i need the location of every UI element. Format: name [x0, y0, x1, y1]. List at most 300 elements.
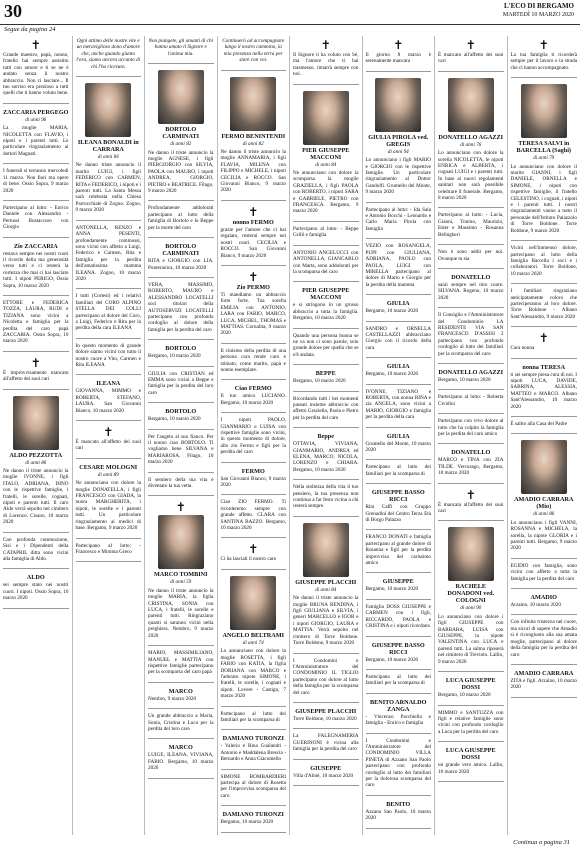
deceased-name: LUCA GIUSEPPE DOSSI — [445, 747, 496, 762]
age-line: di anni 79 — [533, 155, 555, 162]
deceased-name: ALDO PEZZOTTA — [9, 451, 63, 459]
deceased-name: GIUSEPPE PLACCHI — [295, 707, 357, 715]
notice-text: Il Signore ti ha voluto con Sé, ma l'amore che ci hai trasmesso, rimarrà sempre con noi. — [293, 52, 359, 78]
deceased-name: ZACCARIA PERGEGO — [3, 108, 69, 116]
notice-text: ti sei sempre presa cura di noi. I nipoti LUCA, DAVIDE, SABRINA, ALESSIA, MATTEO e MARCO. Albano Sant'Alessandro, 10 marzo 2020 — [510, 371, 577, 410]
obituary-notice — [511, 561, 578, 589]
age-line: di anni 94 — [387, 148, 409, 155]
deceased-name: AMADIO CARRARA — [514, 669, 574, 677]
obituary-notice — [293, 87, 359, 222]
obituary-notice — [76, 377, 142, 421]
deceased-name: LUCA GIUSEPPE DOSSI — [445, 677, 496, 692]
notice-text: Grumello del Monte, 10 marzo 2020 — [365, 440, 431, 453]
notice-text: LUIGE, ILEANA, VIVIANA, FABIO. Bergamo, 10 marzo 2020 — [148, 752, 214, 772]
notice-text: Ne danno il triste annuncio la moglie AGNESE, i figli PIERGIORGIO con SILVIA, PAOLA con MAURO, i nipoti ANDREA, GIORGIO, PIETRO e BEATRICE. Filago, 9 marzo 2020 — [148, 149, 214, 195]
deceased-name: AMADIO — [530, 594, 557, 602]
notice-text: Ne danno il triste annuncio la moglie MARIA, la figlia CRISTINA, SONIA con LUCA, i fratelli, le sorelle e parenti tutti. Ringraziano quanti si saranno vicini nella preghiera. Nembro, 9 marzo 2020 — [148, 587, 214, 639]
cross-icon: ✝ — [30, 38, 41, 52]
notice-text: Bergamo, 10 marzo 2020 — [365, 656, 419, 663]
notice-text: Partecipano al lutto dei familiari per la scomparsa di — [220, 710, 286, 723]
deceased-name: DONATELLO — [451, 449, 491, 457]
notice-text: È mancato all'affetto dei suoi cari — [75, 439, 141, 452]
notice-text: Bergamo, 10 marzo 2020 — [438, 692, 491, 699]
obituary-notice — [438, 446, 504, 483]
portrait-photo — [13, 396, 59, 450]
continued-to: Continua a pagina 31 — [513, 839, 570, 846]
deceased-name: FERMO — [241, 467, 265, 475]
deceased-name: PIER GIUSEPPE MACCONI — [302, 287, 350, 302]
notice-text: Ti mandiamo un abbraccio forte forte. Tua sorella EMILIA con ANTONIO, LARA con FABIO, MARCO, LUCA, MICHEL, THOMAS e MATTIAS. Cornalita, 9 marzo 2020 — [220, 291, 286, 337]
obituary-notice — [148, 280, 214, 340]
obituary-notice — [438, 271, 504, 308]
notice-text: Bergamo, 10 marzo 2020 — [220, 819, 274, 826]
deceased-name: ANGELO BELTRAMI — [222, 631, 284, 639]
notice-text: ZITA e figli. Arzaino, 10 marzo 2020 — [510, 677, 577, 691]
cross-icon: ✝ — [30, 355, 41, 370]
notice-text: restava sempre nei nostri cuori il ricordo della tua generosità verso tutti e ci resterà la certezza che mai ci hai lasciato tutti. I nipoti PERIGO, Ossio Sopra, 10 marzo 2020 — [3, 250, 69, 289]
age-line: di anni 74 — [242, 639, 264, 646]
deceased-name: nonno FERMO — [232, 218, 274, 226]
obituary-notice — [366, 430, 432, 461]
obituary-notice — [293, 284, 359, 328]
notice-text: Ne danno il triste annuncio la moglie BRUNA RENDINA, i figli GIULIANA e SILVIA, i generi MARCELLO e IGOR e i nipoti GIORGIO, LAURA e MATTIA. Verrà sepolto nel cimitero di Torre Boldone. Torre Boldone, 9 marzo 2020 — [293, 595, 359, 647]
notice-text: Partecipano al lutto dei familiari per la scomparsa di — [365, 464, 431, 477]
notice-text: Partecipano al lutto: - Ida Sala e Antonio Bocchi - Leonardo e Carlo Maria Pirola con famiglia — [365, 206, 431, 232]
notice-text: Bergamo, 10 marzo 2020 — [148, 416, 201, 423]
obituary-notice — [366, 672, 432, 694]
obituary-notice — [221, 709, 287, 731]
notice-text: Arzaino, 10 marzo 2020 — [510, 602, 561, 609]
notice-text: Il giorno 8 marzo è serenamente mancata — [365, 52, 431, 65]
age-line: di anni 84 — [97, 154, 119, 161]
age-line: di anni 82 — [242, 140, 264, 147]
deceased-name: ILEANA BONALDI in CARRARA — [77, 139, 139, 154]
obituary-notice — [76, 36, 142, 77]
cross-icon: ✝ — [175, 500, 186, 515]
obituary-notice — [511, 591, 578, 615]
obituary-notice — [366, 486, 432, 530]
deceased-name: CESARE MOLOGNI — [79, 463, 138, 471]
deceased-name: DAMIANO TURONZI — [222, 735, 284, 743]
age-line: di anni 86 — [533, 511, 555, 518]
notice-text: Lo annunciano con dolore la sorella NICOLETTA, le nipoti ENRICA e ALBERTA, i cognati LUIGI e i parenti tutti. In base ai nuovi regolamenti sanitari non sarà possibile celebrare il funerale. Bergamo, 8 marzo 2020 — [438, 150, 504, 202]
notice-text: La FALEGNAMERIA GUERINONI è vicina alla famiglia per la perdita del caro — [293, 733, 359, 753]
notice-text: I funerali si terranno mercoledì 11 marzo. Non fiori ma opere di bene. Ossio Sopra, 9 marzo 2020 — [3, 168, 69, 194]
obituary-notice — [366, 387, 432, 428]
notice-text: MARCO e TINA con ZIA TILDE. Vercurago, Bergamo, 10 marzo 2020 — [438, 457, 504, 477]
notice-text: VEZIO con ROSANGELA, PUPI con GIULIANA, ADRIANA, PAOLO con PAOLA, LUIGI con MIRELLA partecipano al dolore di Mario e Giorgio per la perdita della mamma — [365, 243, 431, 288]
obituary-notice — [148, 66, 214, 201]
deceased-name: PIER GIUSEPPE MACCONI — [302, 146, 350, 161]
notice-text: Partecipano al lutto: - Francesco e Mimma Greco — [75, 542, 141, 555]
notice-text: Nembro, 9 marzo 2020 — [148, 695, 197, 702]
notice-text: Partecipano al lutto: - Roberta Cividini — [438, 394, 504, 407]
notice-text: Ne danno il triste annuncio la moglie ANNAMARIA, i figli FLAVIA, MILENA con FILIPPO e MICHELE, i nipoti CECILIA e ROCCO. San Giovanni Bianco, 9 marzo 2020 — [220, 149, 286, 194]
obituary-notice — [366, 798, 432, 829]
notice-text: La moglie MARIA, NICOLETTA con FLAVIO, i nipoti e i parenti tutti. Le particolare ringraziamento ai dottori Magnati. — [3, 125, 69, 157]
obituary-notice — [438, 36, 504, 72]
notice-text: Vicini nell'immenso dolore, partecipano al lutto della famiglia Barcella i soci e i collaboratori. Torre Boldone, 10 marzo 2020 — [510, 245, 577, 277]
obituary-notice — [221, 382, 287, 413]
notice-text: I tutti (Cortesi) ed i relativi familiari del CORO ALPINO STELLA DEI COLLI partecipano al dolore del Coro, a Luigi, Federico e Rita per la perdita della cara ILEANA — [75, 293, 141, 332]
notice-text: I Condomini e l'Amministratore del CONDOMINIO IL TIGLIO partecipano con dolore al lutto della famiglia per la scomparsa del caro — [293, 657, 359, 696]
obituary-notice — [366, 602, 432, 637]
cross-icon: ✝ — [248, 204, 259, 219]
notice-text: ETTORE e FEDERICA TOZZA, LAURA, RUDI e TIZIANA sono vicini a Nicoletta e famiglia per la perdita del caro papà ZACCARIA. Ossio Sopra, 10 marzo 2020 — [3, 299, 69, 345]
notice-text: - Vincenzo Pacchiella e famiglia - Enrico e famiglia — [365, 713, 431, 727]
notice-text: La tua famiglia ti ricorderà sempre per il lavoro e la strada che ci hanno accompagnato. — [510, 52, 577, 71]
deceased-name: BEPPE — [315, 370, 336, 378]
obituary-column — [218, 36, 291, 835]
notice-text: - Valerio e Rina Gualandri - Antonio e Maddalena Brescia - Bernardo e Anna Giacomello — [220, 743, 286, 763]
notice-text: Bergamo, 10 marzo 2020 — [365, 586, 419, 593]
obituary-notice — [221, 572, 287, 707]
obituary-notice — [221, 73, 287, 201]
deceased-name: Zio PERMO — [236, 283, 270, 291]
obituary-notice — [221, 36, 287, 71]
obituary-notice — [76, 423, 142, 459]
obituary-notice — [76, 341, 142, 376]
notice-text: RITA e GIORGIO con LIA. Ponteranica, 10 marzo 2020 — [148, 258, 214, 271]
obituary-notice — [148, 432, 214, 473]
page-header — [0, 0, 580, 25]
deceased-name: BENITO — [386, 800, 411, 808]
obituary-notice — [438, 210, 504, 245]
obituary-notice — [76, 223, 142, 290]
deceased-name: BORTOLO CARMINATI — [162, 126, 200, 141]
obituary-notice — [366, 324, 432, 359]
obituary-notice — [293, 394, 359, 429]
obituary-notice — [511, 286, 578, 327]
obituary-notice — [148, 648, 214, 683]
cross-icon: ✝ — [393, 38, 404, 52]
notice-text: GIULIA con CRISTIAN ed EMMA sono vicini a Beppe e famiglia per la perdita del loro caro — [148, 370, 214, 396]
deceased-name: GIUSEPPE BASSO RICCI — [371, 489, 425, 504]
notice-text: In questo momento di grande dolore siamo vicini con tutto il nostro cuore a Vito, Carmen e Rita ILEANA — [75, 342, 141, 368]
notice-text: Per l'angelo al suo fianco. Per il nonno ciao BORTOLO. Ti vogliamo bene SILVANA e MARIAROSA. Filago, 10 marzo 2020 — [148, 433, 214, 466]
obituary-notice — [3, 298, 69, 352]
obituary-notice — [511, 419, 578, 434]
obituary-notice — [3, 354, 69, 390]
obituary-notice — [366, 462, 432, 484]
obituary-notice — [76, 541, 142, 563]
age-line: di anni 86 — [25, 459, 47, 466]
obituary-notice — [293, 482, 359, 517]
notice-text: Ne annunciano con dolore la moglie DONATELLA, i figli FRANCESCO con GIADA, la nuora MARGHERITA, i nipoti, le sorelle e i parenti tutti. Un particolare ringraziamento ai medici di base. Bergamo, 9 marzo 2020 — [75, 480, 141, 532]
obituary-notice — [3, 535, 69, 570]
notice-text: IVONNE, TIZIANO e ROBERTA, con nonna RINA e zia ANGELA, sono vicini a MARIO, GIORGIO e famiglia per la perdita della cara — [365, 388, 431, 421]
obituary-notice — [366, 736, 432, 796]
newspaper-name: L'ECO DI BERGAMO — [503, 2, 574, 10]
deceased-name: ILEANA — [96, 380, 121, 388]
obituary-notice — [221, 772, 287, 807]
cross-icon: ✝ — [103, 425, 114, 440]
notice-text: Il Consiglio e l'Amministratore del Condominio LA RESIDENTE VIA SAN FRANCESCO D'ASSISI 2 partecipano con profondo cordoglio al lutto dei familiari per la scomparsa del caro — [438, 312, 504, 357]
cross-icon: ✝ — [320, 38, 331, 52]
obituary-notice — [511, 80, 578, 241]
notice-text: Il sentiero della tua vita è diventato la tua vetta. — [148, 476, 214, 490]
notice-text: Partecipano con vivo dolore al lutto che ha colpito la famiglia per la perdita del caro amico — [438, 418, 504, 437]
deceased-name: BORTOLO — [165, 408, 197, 416]
notice-text: Profondamente addolorati partecipano al lutto della famiglia di Bortolo e lo Beppe per la morte del caro — [148, 205, 214, 231]
deceased-name: GIUSEPPE BASSO RICCI — [371, 641, 425, 656]
notice-text: I Condomini e l'Amministratore del CONDOMINIO VILLA PINETA di Azzano San Paolo partecipano con profondo cordoglio al lutto dei familiari per la dolorosa scomparsa del caro — [365, 737, 431, 789]
notice-text: ANTONIO ANGELUCCI con ANTONELLA, GIANCARLO con Marta, sono addolorati per la scomparsa del caro — [293, 249, 359, 275]
obituary-notice — [438, 523, 504, 672]
notice-text: San Giovanni Bianco, 9 marzo 2020 — [220, 475, 286, 489]
obituary-notice — [438, 744, 504, 782]
notice-text: Bergamo, 10 marzo 2020 — [148, 353, 201, 360]
deceased-name: GIUSEPPE — [310, 764, 342, 772]
obituary-notice — [511, 436, 578, 558]
age-line: di anni 84 — [315, 586, 337, 593]
notice-text: Azzano San Paolo, 10 marzo 2020 — [365, 808, 431, 822]
cross-icon: ✝ — [538, 38, 549, 52]
age-line: di anni 82 — [170, 141, 192, 148]
age-line: di anni 90 — [460, 605, 482, 612]
notice-text: ANTONELLA, RENZO e ANNA PESENTI, profondamente commossi, sono vicini con affetto a Luigi, Federico e Carmen, Rita e famiglia per la perdita dell'amatissima mamma ILEANA. Zogno, 10 marzo 2020 — [75, 224, 141, 282]
obituary-notice — [293, 367, 359, 391]
deceased-name: GIUSEPPE — [382, 578, 414, 586]
obituary-notice — [438, 486, 504, 522]
deceased-name: MARCO — [168, 744, 193, 752]
obituary-notice — [221, 346, 287, 381]
obituary-notice — [148, 498, 214, 646]
obituary-notice — [511, 667, 578, 698]
notice-text: Ciao ZIO FERMO. Ti ricorderemo sempre con grande affetto. CLARA con SANTINA BAZZO. Bergamo, 10 marzo 2020 — [220, 499, 286, 532]
notice-text: Partecipano al lutto: - Beppe Grilli e famiglia — [293, 225, 359, 239]
portrait-photo — [158, 70, 204, 124]
portrait-photo — [230, 576, 276, 630]
obituary-column — [73, 36, 146, 835]
masthead — [503, 2, 574, 20]
obituary-notice — [221, 268, 287, 344]
notice-text: EGIDIO con famiglia, sono vicini con affetto a tutta la famiglia per la perdita del caro — [510, 562, 577, 582]
obituary-notice — [76, 461, 142, 539]
notice-text: Partecipano al lutto: - Enrico Daniele con Alessandro - Pertussi Bustaccuro con Giorgio — [3, 204, 69, 231]
obituary-notice — [221, 808, 287, 832]
obituary-notice — [221, 415, 287, 462]
deceased-name: MARCO — [168, 687, 193, 695]
obituary-notice — [293, 36, 359, 85]
notice-text: Rita Caffi con Gruppo Grenadini del Centro Terza Età di Borgo Palazzo — [365, 504, 431, 524]
cross-icon: ✝ — [248, 542, 259, 557]
obituary-notice — [366, 74, 432, 203]
obituary-notice — [511, 36, 578, 78]
obituary-notice — [438, 392, 504, 414]
deceased-name: RACHELE DONADONI ved. COLOGNI — [447, 583, 495, 605]
notice-text: È mancato all'affetto dei suoi cari — [438, 52, 504, 65]
obituary-notice — [148, 405, 214, 429]
obituary-column — [435, 36, 508, 835]
obituary-notice — [293, 656, 359, 703]
notice-text: Quando una persona buona se ne va non ci sono parole, solo grande dolore per quella che se n'è andata. — [293, 332, 359, 358]
notice-text: Famiglia DOSS GIUSEPPE e CARMEN con i figli, RICCARDO, PAOLA e CRISTINA e i nipoti ricordano — [365, 603, 431, 630]
obituary-column — [508, 36, 580, 835]
obituary-notice — [293, 248, 359, 283]
obituary-notice — [148, 475, 214, 497]
portrait-photo — [448, 527, 494, 581]
obituary-notice — [438, 708, 504, 743]
obituary-notice — [221, 732, 287, 769]
portrait-photo — [85, 83, 131, 137]
obituary-notice — [221, 203, 287, 266]
portrait-photo — [448, 78, 494, 132]
obituary-column — [363, 36, 436, 835]
notice-text: Cara nonna — [510, 345, 535, 352]
issue-date: MARTEDÌ 10 MARZO 2020 — [502, 12, 574, 18]
notice-text: Torre Boldone, 10 marzo 2020 — [293, 715, 357, 722]
deceased-name: GIULIA — [386, 363, 410, 371]
obituary-notice — [76, 79, 142, 221]
notice-text: Lo annunciano i figli MARIO e GIORGIO con le rispettive famiglie. Un particolare ringraziamento al Dottor Gandolfi. Grumello del Monte, 9 marzo 2020 — [365, 157, 431, 196]
obituary-notice — [293, 762, 359, 786]
obituary-notice — [293, 331, 359, 366]
deceased-name: AMADIO CARRARA (Mio) — [514, 496, 574, 511]
obituary-notice — [293, 731, 359, 759]
deceased-name: GIULIA PIROLA ved. GREGIS — [368, 133, 429, 148]
deceased-name: ALDO — [26, 574, 45, 582]
notice-text: un grande vero amico. Lallio, 10 marzo 2020 — [438, 762, 504, 775]
notice-text: saraì sempre nel mio cuore. SILVANA. Rogeno, 10 marzo 2020 — [438, 281, 504, 301]
deceased-name: GIUSEPPE PLACCHI — [295, 578, 357, 586]
age-line: di anni 89 — [97, 471, 119, 478]
obituary-notice — [366, 639, 432, 670]
portrait-photo — [521, 84, 567, 138]
notice-text: Ci ha lasciati il nostro caro — [220, 556, 277, 563]
notice-text: Grande maestro, papà, nonno, fratello hai sempre assistito tutti con amore e ti se ne è andato senza il nostro abbraccio. Non ci lasciare... Il tuo sorriso era prezioso a tutti quelli che ti hanno voluto bene. — [3, 52, 69, 97]
obituary-notice — [293, 705, 359, 729]
page-number: 30 — [4, 1, 22, 21]
notice-text: Villa d'Almè, 10 marzo 2020 — [293, 772, 354, 779]
notice-text: Bergamo, 10 marzo 2020 — [293, 378, 346, 385]
portrait-photo — [158, 515, 204, 569]
obituary-notice — [366, 696, 432, 734]
notice-text: Lo annunciano i figli VANNI, ROSANNA e MICHELA, la sorella, la nipote GLORIA e i parenti tutti. Bergamo, 9 marzo 2020 — [510, 519, 577, 552]
notice-text: VERA, MASSIMO, ROBERTO, MAURO e ALESSANDRO LOCATELLI soci titolari della AUTOSERVIZI LOCATELLI partecipano con profondo cordoglio al dolore della famiglia per la perdita del caro — [148, 281, 214, 333]
notice-text: sei sempre stato nei nostri cuori. I nipoti. Ossio Sopra, 10 marzo 2020 — [3, 582, 69, 602]
notice-text: Ne annunciano con dolore la scomparsa la moglie GRAZIELLA, i figli PAOLA con ROBERTO, i nipoti SARA e GABRIELE, PIETRO con FRANCESCA. Bergamo, 9 marzo 2020 — [293, 170, 359, 215]
notice-text: FRANCO DONATI e famiglia partecipano al grande dolore di Rosanna e figli per la perdita improvvisa del carissimo amico — [365, 534, 431, 567]
obituary-notice — [511, 361, 578, 417]
obituary-notice — [221, 465, 287, 496]
obituary-notice — [438, 366, 504, 390]
notice-text: Un grande abbraccio a Maria, Sonia, Cristina e Luca per la perdita del loro caro — [148, 713, 214, 732]
portrait-photo — [303, 523, 349, 577]
obituary-notice — [3, 240, 69, 296]
notice-text: È improvvisamente mancato all'affetto dei suoi cari — [3, 369, 69, 383]
deceased-name: DONATELLO AGAZZI — [438, 133, 504, 141]
obituary-column — [145, 36, 218, 835]
obituary-notice — [511, 243, 578, 284]
obituary-notice — [148, 685, 214, 709]
notice-text: Bergamo, 10 marzo 2020 — [438, 376, 491, 383]
notice-text: e si stringono in un grosso abbraccio a tutta la famiglia. Bergamo, 10 marzo 2020 — [293, 302, 359, 322]
notice-text: I familiari ringraziano anticipatamente coloro che parteciperanno al loro dolore. Torre Boldone - Albano Sant'Alessandro, 9 marzo 2020 — [510, 288, 577, 320]
deceased-name: FERMO BENINTENDI — [221, 132, 286, 140]
obituary-notice — [3, 203, 69, 238]
notice-text: Lo annunciano con dolore la moglie ROSETTA, i figli FABIO con KATIA, la figlia DORIANA con MARCO e l'adorato nipote SIMONE, i fratelli, le sorelle, i cognati e nipoti. Lovere - Castign, 7 marzo 2020 — [220, 648, 286, 700]
obituary-notice — [438, 674, 504, 705]
deceased-name: DAMIANO TURONZI — [222, 811, 284, 819]
notice-text: Lo annunciano con dolore il marito GIANNI, i figli DANIELE, ORNELLA e SIMONE, i nipoti con rispettive famiglie, il fratello CELESTINO, i cognati, i nipoti e i parenti tutti. I nostri ringraziamenti vanno a tutto il personale dell'Istituto Palazzolo di Torre Boldone. Torre Boldone, 9 marzo 2020 — [510, 163, 577, 234]
notice-text: Bergamo, 10 marzo 2020 — [365, 371, 419, 378]
notice-text: Partecipano al lutto dei familiari per la scomparsa di — [365, 673, 431, 687]
obituary-notice — [438, 416, 504, 444]
obituary-notice — [148, 203, 214, 238]
notice-text: grazie per l'amore che ci hai regalato, resterai sempre nei nostri cuori. CECILIA e ROCCO. San Giovanni Bianco, 9 marzo 2020 — [220, 226, 286, 259]
obituary-notice — [3, 106, 69, 164]
deceased-name: TERESA SALVI in BARCELLA (Saghi) — [516, 140, 571, 155]
notice-text: GIOVANNA, MIMMO e ROBERTA, STEFANO, LAURA. San Giovanni Bianco, 10 marzo 2020 — [75, 388, 141, 414]
obituary-notice — [366, 36, 432, 72]
notice-text: Nella stoltezza della vita il tuo pensiero, la tua presenza non continua a far festa vicina a chi resterà sempre. — [293, 484, 359, 510]
obituary-notice — [76, 291, 142, 338]
portrait-photo — [303, 91, 349, 145]
deceased-name: BORTOLO CARMINATI — [162, 243, 200, 258]
notice-text: Lo annunciano con dolore i figli GIUSEPPE con BARBARA, LUISA con GIUSEPPE, la nipote VALENTINA con LUCA e parenti tutti. La salma riposerà nel cimitero di Treviolo. Lallio, 9 marzo 2020 — [438, 613, 504, 665]
age-line: di anni 84 — [315, 161, 337, 168]
notice-text: Partecipano al lutto: - Lucia, Gianni, Tonino, Maurizio, Ester e Massimo - Rosanna Belingheri — [438, 212, 504, 238]
notice-text: OTTAVIA, VIVIANA, GIANMARIO, ANDREA ed ELENA, MARCO, NICOLA, LORENZO e CHIARA. Bergamo, 10 marzo 2020 — [293, 441, 359, 473]
portrait-photo — [521, 440, 567, 494]
obituary-notice — [366, 575, 432, 599]
obituary-notice — [438, 74, 504, 209]
deceased-name: BENITO ARNALDO ZANGA — [370, 698, 427, 713]
deceased-name: DONATELLO — [451, 273, 491, 281]
notice-text: Bergamo, 10 marzo 2020 — [365, 308, 419, 315]
obituary-notice — [221, 497, 287, 538]
obituary-column — [0, 36, 73, 835]
obituary-notice — [293, 519, 359, 654]
obituary-notice — [511, 617, 578, 664]
epitaph-quote: Ogni attimo delle nostre vite e un meraviglioso dono d'amore che, anche quando giunto l'ora, siamo ancora accanto di chi l'ha ricevuto. — [76, 38, 141, 70]
obituary-notice — [148, 240, 214, 278]
deceased-name: GIULIA — [386, 432, 410, 440]
obituary-column — [290, 36, 363, 835]
obituary-notice — [3, 392, 69, 533]
obituary-notice — [148, 36, 214, 64]
obituary-notice — [3, 571, 69, 608]
notice-text: I nipoti PAOLO, GIANMARIO e LUISA con rispettive famiglie sono vicini, in questo momento di dolore, allo zio Fermo e figli per la perdita del caro — [220, 417, 286, 456]
cross-icon: ✝ — [465, 38, 476, 52]
deceased-name: Zio ZACCARIA — [13, 242, 58, 250]
obituary-notice — [293, 430, 359, 480]
notice-text: Il tuo amico LUCIANO. Bergamo, 10 marzo 2020 — [220, 393, 286, 406]
age-line: di anni 96 — [25, 116, 47, 123]
portrait-photo — [375, 78, 421, 132]
epitaph-quote: Non piangete, gli amanti di chi hanno amato il Signore e l'anima mia. — [148, 38, 214, 57]
notice-text: Il cinismo della perdita di una persona cara rende caro e stimato, come marito, papà e nonno esemplare. — [220, 347, 286, 373]
obituary-notice — [366, 532, 432, 573]
obituary-notice — [511, 329, 578, 358]
notice-text: Ricordando tutti i bei momenti passati insieme abbraccio con affetto Graziella, Paola e Pietro per la perdita del caro — [293, 395, 359, 421]
obituary-notice — [148, 711, 214, 739]
obituary-notice — [366, 205, 432, 240]
notice-text: SANDRO e ORNELLA CASTELLAZZI abbracciano Giorgio con il ricordo della cara — [365, 325, 431, 351]
epitaph-quote: Continuerò ad accompagnare lungo il nostro cammino, la mia presenza nella terra per stare con voi. — [222, 38, 285, 64]
obituary-notice — [366, 241, 432, 295]
obituary-notice — [148, 741, 214, 778]
deceased-name: Beppe — [317, 433, 334, 441]
deceased-name: Ciao FERMO — [234, 385, 272, 393]
obituary-notice — [438, 247, 504, 269]
notice-text: Con profonda commozione, Sisi e i Dipendenti della CATAPRIL ditta sono vicini alla famiglia di Aldo. — [3, 536, 69, 562]
notice-text: Ne danno il triste annuncio la moglie IVONNE, i figli ITALO, ADRIANA, DINO con le rispettive famiglie, i fratelli, le sorelle, cognati, nipoti e parenti tutti. Il caro Aldo verrà sepolto nel cimitero di Lorenzo. Cisano, 10 marzo 2020 — [3, 468, 69, 526]
age-line: di anni 76 — [460, 141, 482, 148]
obituary-notice — [148, 369, 214, 404]
age-line: di anni 59 — [170, 579, 192, 586]
